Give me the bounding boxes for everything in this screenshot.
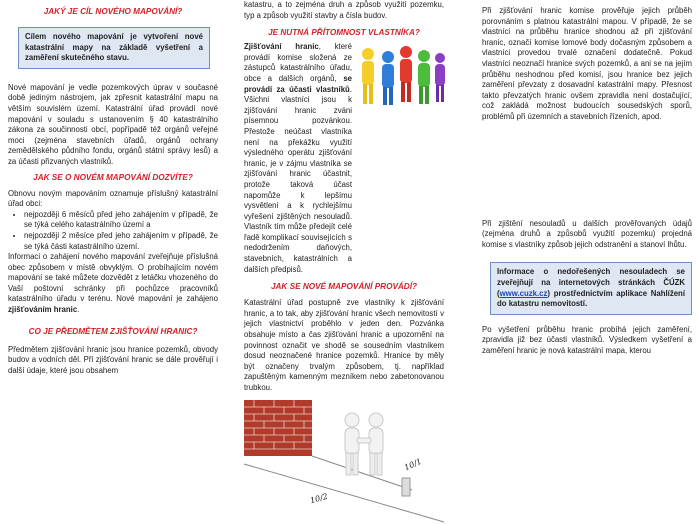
info-box-text-b: ) prostřednictvím aplikace Nahlížení do katastru nemovitostí. (497, 288, 685, 309)
boundary-stone (402, 478, 410, 496)
column-1 (8, 0, 218, 481)
presence-bold-1: Zjišťování hranic (244, 42, 319, 52)
info-text: Informaci o zahájení nového mapování zveřejňuje příslušná obec způsobem v místě obvyklým. O probíhajícím novém mapování se také můžete dozvědět z letáčku vhozeného do Vaší poštovní schránky při pochůzce pracovníků katastrálního úřadu v terénu. Nové mapování je zahájeno (8, 252, 218, 304)
presence-text-1: , které provádí komise složená ze zástupců katastrálního úřadu, obce a dalších orgánů, (244, 42, 352, 83)
info-box (490, 262, 692, 314)
presence-block (244, 42, 444, 275)
info-end: . (77, 305, 80, 315)
list-item: • nejpozději 6 měsíců před jeho zahájením v případě, že se týká celého katastrálního území a (24, 210, 218, 231)
column-3 (482, 0, 692, 481)
marker-label-2: 10/2 (309, 491, 329, 505)
goal-box: Cílem nového mapování je vytvoření nové katastrální mapy na základě vyšetření a zaměření skutečného stavu. (18, 27, 210, 69)
heading-learn: JAK SE O NOVÉM MAPOVÁNÍ DOZVÍTE? (33, 172, 193, 182)
paragraph-info (8, 252, 218, 316)
paragraph-col3-bottom: Po vyšetření průběhu hranic probíhá jejich zaměření, zpravidla již bez účasti vlastníků. Výsledkem vyšetření a zaměření hranic je nová katastrální mapa, kterou (482, 324, 692, 355)
paragraph-how: Katastrální úřad postupně zve vlastníky k zjišťování hranic, a to tak, aby zjišťování hranic všech nemovitostí v jejich vlastnictví proběhlo v jeden den. Pozvánka obsahuje místo a čas zjišťování hranic a upozornění na povinnost označit ve shodě se sousedním vlastníkem dosud neoznačené hranice pozemků. Hranice by měly být označeny trvalým způsobem, tj. například zapuštěným kamenným mezníkem nebo zabetonovanou trubkou. (244, 298, 444, 392)
paragraph-subject: Předmětem zjišťování hranic jsou hranice pozemků, obvody budov a vodních děl. Při zjišťování hranic se dále prověřují i další údaje, které jsou obsahem (8, 344, 218, 375)
heading-subject: CO JE PŘEDMĚTEM ZJIŠŤOVÁNÍ HRANIC? (28, 326, 198, 336)
paragraph-col3-top: Při zjišťování hranic komise prověřuje jejich průběh porovnáním s platnou katastrální mapou. V případě, že se vlastníci na průběhu hranice shodnou až při zjišťování hranic, označí komise lomové body dočasným způsobem a vlastníci provedou trvalé označení dodatečně. Pokud vlastníci neoznačí hranice svých pozemků, a ani se na jejím průběhu neshodnou před komisí, jsou hranice bez jejich zaměření převzaty z dosavadní katastrální mapy. Přesnost takto převzatých hranic ovšem zpravidla není dostačující, což zakládá možnost budoucích sousedských sporů, problémů při územních a stavebních řízeních, apod. (482, 6, 692, 121)
paragraph-col3-mid: Při zjištění nesouladů u dalších prověřovaných údajů (zejména druhů a způsobů využití pozemku) projedná komise s vlastníky způsob jejich odstranění a stanoví lhůtu. (482, 218, 692, 249)
handshake-figures (345, 413, 383, 475)
bullet-list (8, 210, 218, 252)
heading-presence: JE NUTNÁ PŘÍTOMNOST VLASTNÍKA? (268, 28, 420, 38)
presence-text-2: . Všichni vlastníci jsou k zjišťování hranic zváni písemnou pozvánkou. Přestože neúčast vlastníka není na překážku využití výsledného operátu zjišťování hranic, je v zájmu vlastníka se zjišťování hranic účastnit, protože taková účast napomůže k lepšímu vysvětlení a k rychlejšímu vyřešení zjištěných nesouladů. Vlastník tím může předejít celé řadě komplikací souvisejících s nedodržením daňových, stavebních, katastrálních a dalších předpisů. (244, 84, 352, 274)
people-figures-illustration (356, 44, 446, 116)
marker-label-1: 10/1 (402, 456, 424, 472)
list-item: • nejpozději 2 měsíce před jeho zahájením v případě, že se týká části katastrálního území. (24, 231, 218, 252)
paragraph-learn: Obnovu novým mapováním oznamuje příslušný katastrální úřad obci: (8, 188, 218, 209)
paragraph-col2-top: katastru, a to zejména druh a způsob využití pozemku, typ a způsob využití stavby a čísla budov. (244, 0, 444, 20)
info-box-text-a: Informace o nedořešených nesouladech se zveřejňují na internetových stránkách ČÚZK ( (497, 267, 685, 298)
paragraph-presence-wrap (244, 42, 352, 275)
column-2 (244, 0, 444, 505)
heading-how: JAK SE NOVÉ MAPOVÁNÍ PROVÁDÍ? (270, 282, 418, 292)
cuzk-link[interactable]: www.cuzk.cz (499, 288, 548, 298)
presence-bold-2: se provádí za účasti vlastníků (244, 73, 352, 94)
brick-wall (244, 400, 312, 456)
paragraph-intro: Nové mapování je vedle pozemkových úprav v současné době jediným nástrojem, jak zpřesnit katastrální mapu na větším souvislém území. Katastrální úřad provádí nové mapování v souladu s ustanovením § 40 katastrálního zákona za součinnosti obcí, popřípadě též orgánů veřejné moci (zejména stavebních úřadů, orgánů ochrany zemědělského půdního fondu, orgánů státní správy lesů) a za účasti přizvaných vlastníků. (8, 82, 218, 166)
info-bold: zjišťováním hranic (8, 305, 78, 315)
boundary-illustration (244, 394, 444, 524)
heading-goal: JAKÝ JE CÍL NOVÉHO MAPOVÁNÍ? (43, 7, 183, 16)
